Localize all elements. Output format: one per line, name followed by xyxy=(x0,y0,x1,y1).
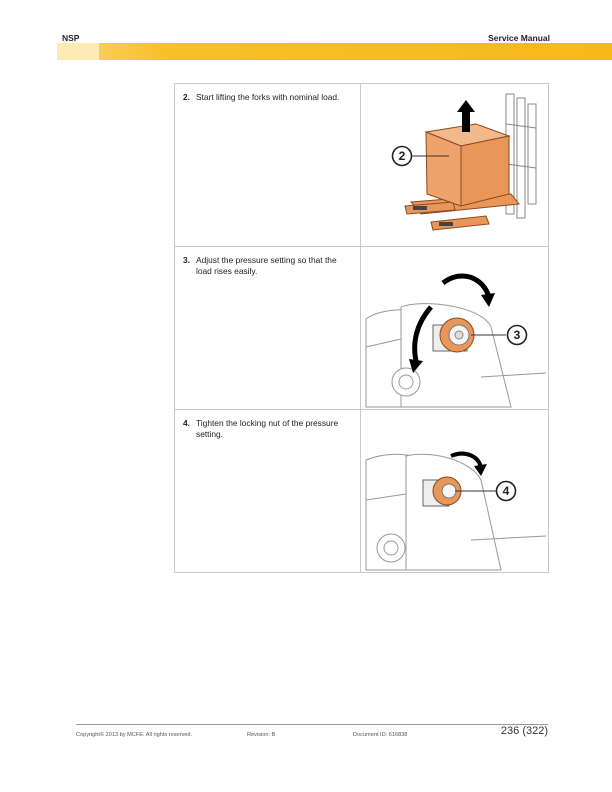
step-text: Tighten the locking nut of the pressure setting. xyxy=(196,418,339,439)
tighten-nut-illustration xyxy=(361,410,548,572)
lift-load-illustration xyxy=(361,84,548,246)
step-text-cell xyxy=(175,247,361,410)
header-left-title: NSP xyxy=(62,33,80,43)
step-row xyxy=(175,410,549,573)
step-text-cell xyxy=(175,410,361,573)
header-right-title: Service Manual xyxy=(488,33,550,43)
step-text-cell xyxy=(175,84,361,247)
step-image-cell xyxy=(361,247,549,410)
callout-label: 2 xyxy=(398,149,406,163)
callout-label: 3 xyxy=(513,328,521,342)
page-number: 236 (322) xyxy=(500,725,548,737)
header-band-light xyxy=(57,43,99,60)
step-image-cell xyxy=(361,84,549,247)
callout-label: 4 xyxy=(502,484,510,498)
step-text: Adjust the pressure setting so that the load rises easily. xyxy=(196,255,337,276)
steps-table xyxy=(174,83,549,573)
footer-revision: Revision: B xyxy=(247,732,276,738)
step-number: 3. xyxy=(183,255,190,265)
step-text: Start lifting the forks with nominal load. xyxy=(196,92,340,102)
step-row xyxy=(175,84,549,247)
step-row xyxy=(175,247,549,410)
header-band xyxy=(57,43,612,60)
step-number: 4. xyxy=(183,418,190,428)
step-image-cell xyxy=(361,410,549,573)
footer-rule xyxy=(76,724,548,725)
footer-copyright: Copyright© 2013 by MCFE. All rights reserved. xyxy=(76,732,193,738)
adjust-pressure-illustration xyxy=(361,247,548,409)
step-number: 2. xyxy=(183,92,190,102)
footer-document-id: Document ID: 616838 xyxy=(353,732,408,738)
